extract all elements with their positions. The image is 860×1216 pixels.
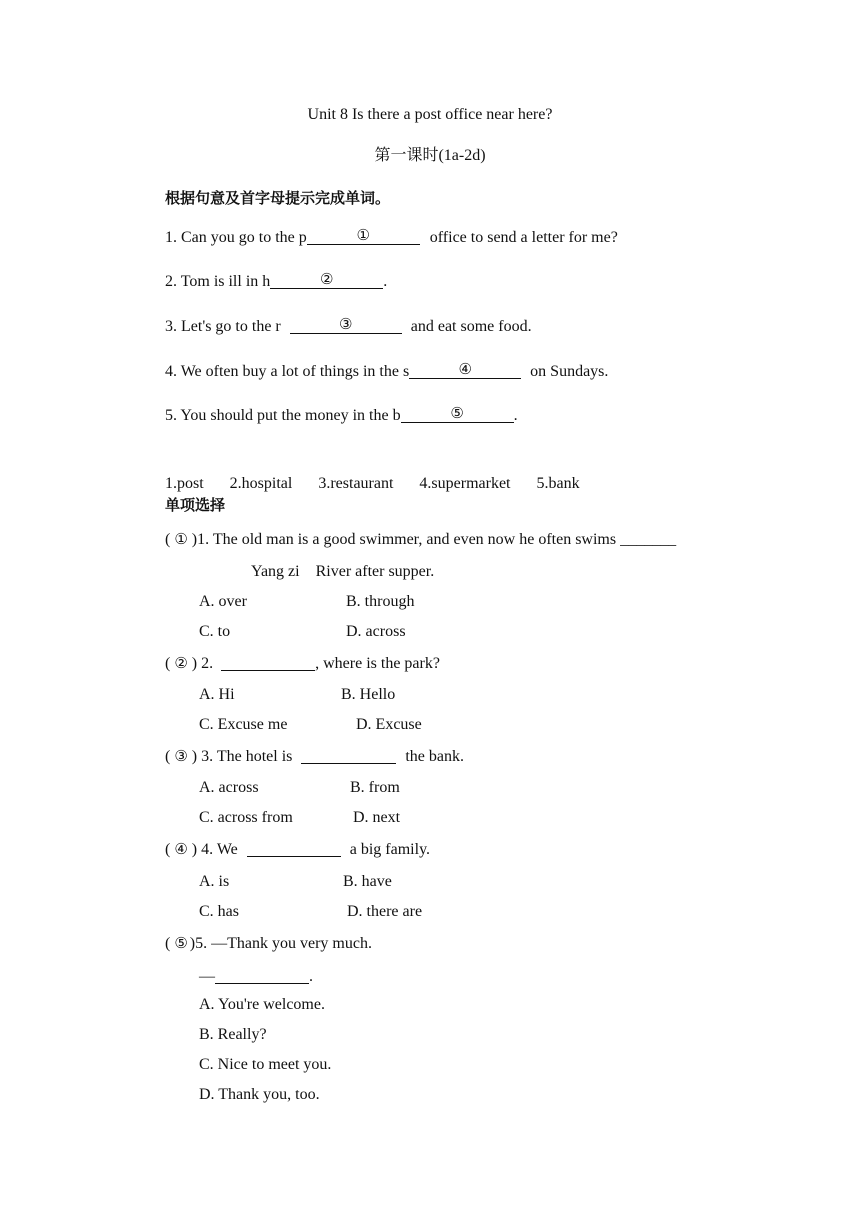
fill-item-text: . (513, 407, 518, 424)
fill-item-2 (165, 271, 387, 292)
option-a: A. across (199, 779, 259, 796)
answer-2: 2.hospital (229, 475, 293, 492)
option-b: B. from (350, 779, 400, 796)
answer-blank (270, 271, 383, 289)
question-2 (165, 653, 440, 674)
answer-1: 1.post (165, 475, 204, 492)
option-d: D. across (346, 623, 406, 640)
question-paren: ( (165, 748, 171, 765)
question-text: ) 2. (191, 655, 214, 672)
question-marker: ⑤ (174, 934, 188, 952)
answer-3: 3.restaurant (318, 475, 394, 492)
question-paren: ( (165, 655, 171, 672)
fill-item-text: 5. You should put the money in the b (165, 407, 401, 424)
option-a: A. Hi (199, 686, 235, 703)
answer-blank (409, 361, 521, 379)
option-a: A. is (199, 873, 230, 890)
option-c: C. Excuse me (199, 716, 288, 733)
option-b: B. through (346, 593, 415, 610)
fill-item-1 (165, 227, 618, 248)
answer-blank (290, 316, 402, 334)
reply-end: . (309, 968, 313, 985)
answer-blank (221, 653, 315, 671)
question-text: ) 3. The hotel is (191, 748, 293, 765)
blank-marker: ④ (458, 360, 472, 378)
question-4 (165, 839, 430, 860)
blank-marker: ⑤ (450, 404, 464, 422)
question-paren: ( (165, 935, 171, 952)
question-1-continuation: Yang zi River after supper. (251, 563, 435, 580)
fill-item-text: 2. Tom is ill in h (165, 273, 271, 290)
option-c: C. Nice to meet you. (199, 1056, 332, 1073)
fill-item-text: . (383, 273, 388, 290)
answer-blank (401, 405, 514, 423)
answer-blank (301, 746, 396, 764)
option-a: A. over (199, 593, 247, 610)
question-text: )5. —Thank you very much. (189, 935, 372, 952)
option-d: D. there are (347, 903, 423, 920)
answer-blank (247, 839, 341, 857)
fill-item-text: and eat some food. (410, 318, 532, 335)
answer-blank (215, 966, 309, 984)
fill-item-text: on Sundays. (530, 363, 609, 380)
question-text: a big family. (349, 841, 431, 858)
fill-item-text: 1. Can you go to the p (165, 229, 307, 246)
option-c: C. to (199, 623, 231, 640)
page-title: Unit 8 Is there a post office near here? (307, 106, 553, 123)
answer-key (165, 474, 606, 494)
page-subtitle: 第一课时(1a-2d) (374, 147, 486, 164)
option-b: B. have (343, 873, 392, 890)
question-text: , where is the park? (315, 655, 440, 672)
fill-item-5 (165, 405, 518, 426)
option-d: D. Excuse (356, 716, 422, 733)
question-marker: ③ (174, 747, 188, 765)
answer-5: 5.bank (536, 475, 580, 492)
section2-heading: 单项选择 (165, 496, 226, 514)
blank-marker: ① (356, 226, 370, 244)
option-a: A. You're welcome. (199, 996, 325, 1013)
question-paren: ( (165, 841, 171, 858)
fill-item-4 (165, 361, 608, 382)
fill-item-text: 4. We often buy a lot of things in the s (165, 363, 410, 380)
question-5-reply (199, 966, 313, 987)
question-marker: ① (174, 530, 188, 548)
option-c: C. has (199, 903, 239, 920)
fill-item-text: 3. Let's go to the r (165, 318, 281, 335)
question-marker: ④ (174, 840, 188, 858)
answer-4: 4.supermarket (419, 475, 511, 492)
question-text: ) 4. We (191, 841, 238, 858)
option-d: D. next (353, 809, 401, 826)
option-b: B. Hello (341, 686, 396, 703)
fill-item-text: office to send a letter for me? (429, 229, 618, 246)
question-5 (165, 933, 372, 954)
section1-heading: 根据句意及首字母提示完成单词。 (165, 189, 391, 207)
question-1 (165, 529, 676, 550)
option-b: B. Really? (199, 1026, 267, 1043)
reply-dash: — (199, 968, 215, 985)
option-d: D. Thank you, too. (199, 1086, 320, 1103)
blank-marker: ③ (339, 315, 353, 333)
question-3 (165, 746, 464, 767)
question-marker: ② (174, 654, 188, 672)
fill-item-3 (165, 316, 532, 337)
answer-blank (307, 227, 420, 245)
question-paren: ( (165, 531, 171, 548)
question-text: )1. The old man is a good swimmer, and even now he often swims _______ (191, 531, 677, 548)
option-c: C. across from (199, 809, 293, 826)
blank-marker: ② (320, 270, 334, 288)
question-text: the bank. (405, 748, 465, 765)
